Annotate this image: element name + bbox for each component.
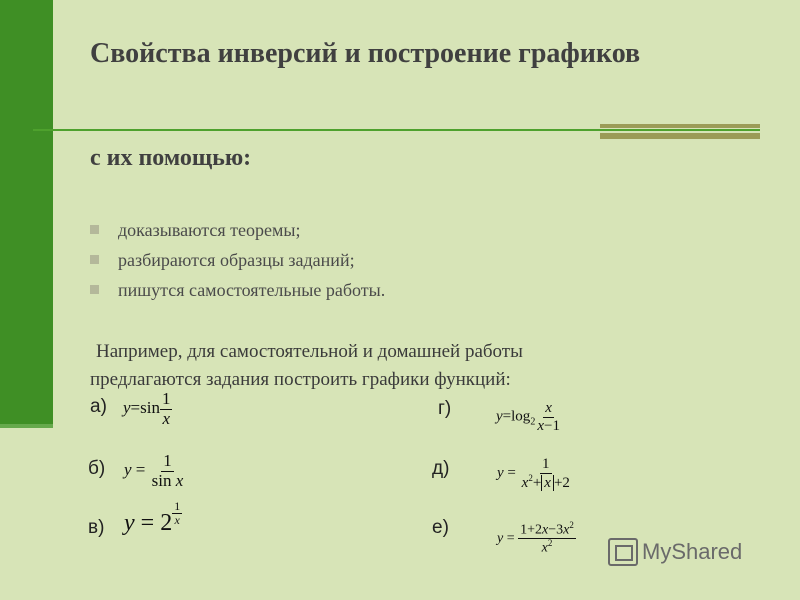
divider-accent-top: [600, 124, 760, 128]
bullet-item: пишутся самостоятельные работы.: [90, 280, 385, 310]
watermark: [608, 538, 742, 566]
sidebar-accent: [0, 0, 53, 428]
divider-accent-bottom: [600, 133, 760, 139]
label-a: а): [90, 396, 107, 417]
formula-b: y = $\frac{1}{\text{sin x}}$: [124, 451, 184, 490]
slide-title: Свойства инверсий и построение графиков: [90, 38, 641, 69]
sidebar-edge: [0, 424, 53, 428]
paragraph-line-1: Например, для самостоятельной и домашней работы: [96, 341, 523, 362]
formula-a: y=sin $\frac{1}{x}$: [123, 389, 171, 428]
formula-e: y = $\frac{1+2x-3x^2}{x^2}$: [497, 520, 574, 556]
label-d: д): [432, 458, 450, 479]
bullet-list: [90, 220, 385, 310]
label-b: б): [88, 458, 106, 479]
label-g: г): [438, 398, 452, 419]
watermark-text: MyShared: [642, 539, 743, 564]
presentation-icon: [608, 538, 638, 566]
formula-v: y = 2 $\frac{1}{x}$: [124, 499, 181, 536]
divider-line: [33, 129, 760, 131]
formula-d: y = $\frac{1}{x^2+ x +2}$: [497, 456, 570, 491]
formula-g: $y=\log_2$ $\frac{x}{x-1}$: [496, 400, 560, 434]
label-v: в): [88, 517, 105, 538]
paragraph-line-2: предлагаются задания построить графики функций:: [90, 369, 511, 390]
bullet-item: разбираются образцы заданий;: [90, 250, 385, 280]
label-e: е): [432, 517, 449, 538]
bullet-item: доказываются теоремы;: [90, 220, 385, 250]
slide-subtitle: с их помощью:: [90, 145, 252, 171]
task-paragraph: [90, 338, 650, 394]
